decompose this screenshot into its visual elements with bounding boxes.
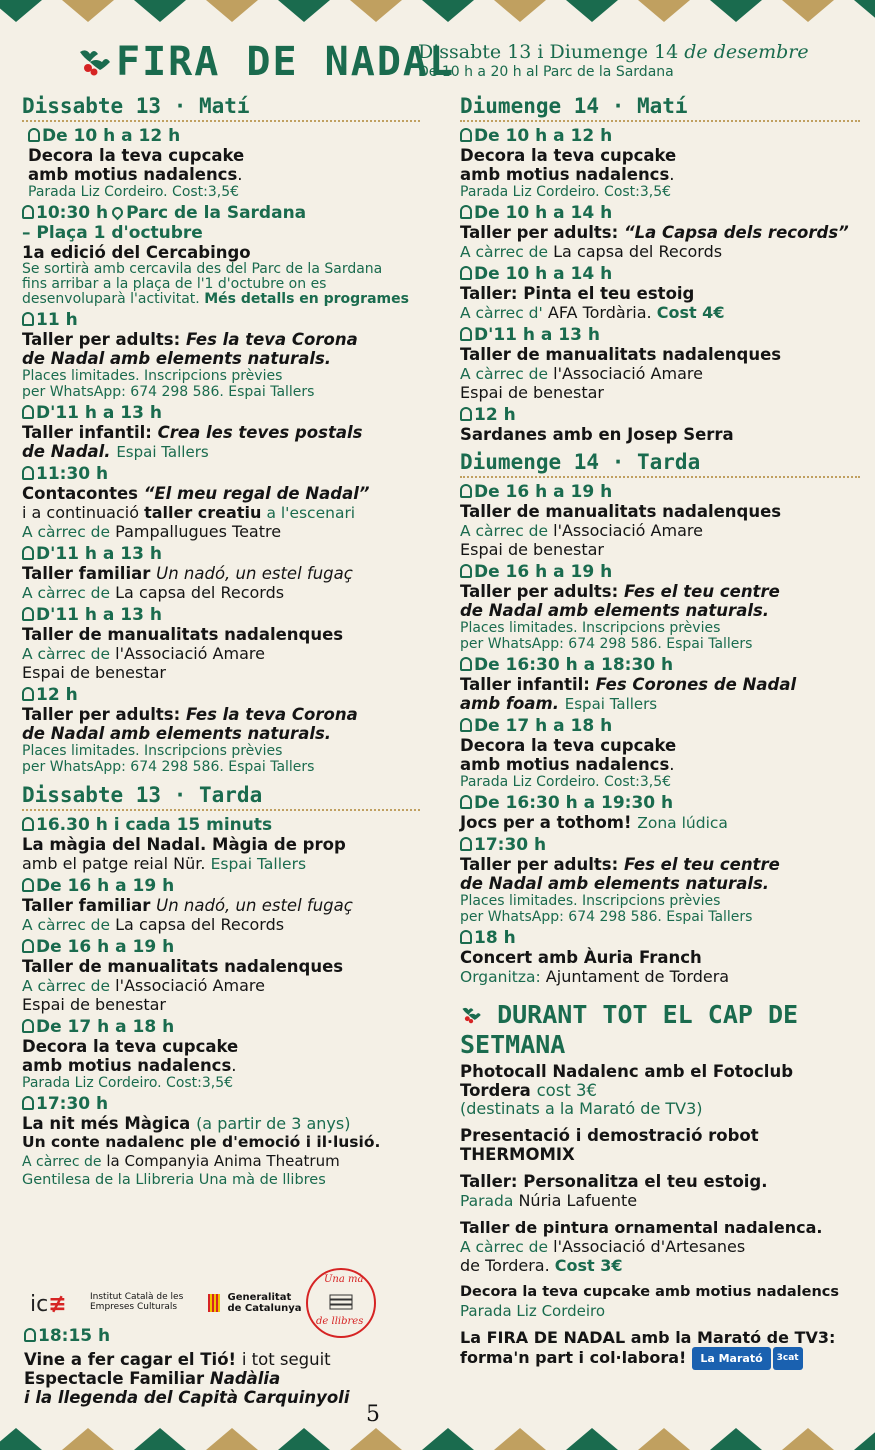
event-organizer: La capsa del Records xyxy=(553,242,723,261)
border-triangle xyxy=(566,1428,618,1450)
event-place: Espai de benestar xyxy=(460,383,604,402)
marato-subtitle: forma'n part i col·labora! xyxy=(460,1348,687,1367)
event-time: D'11 h a 13 h xyxy=(36,544,162,564)
left-column xyxy=(22,94,420,1192)
marato-callout xyxy=(460,1328,860,1370)
generalitat-logo xyxy=(208,1292,301,1314)
event-item xyxy=(460,928,860,986)
border-triangle xyxy=(278,1428,330,1450)
event-by: A càrrec de xyxy=(460,522,549,540)
event-time: 17:30 h xyxy=(36,1094,109,1114)
event-desc: i a continuació xyxy=(22,503,139,522)
bell-icon xyxy=(22,546,34,560)
border-triangle xyxy=(0,1428,42,1450)
event-subtitle: Nadàlia xyxy=(209,1369,281,1388)
border-triangle xyxy=(494,1428,546,1450)
event-desc-bold: taller creatiu xyxy=(144,503,262,522)
event-place: Espai de benestar xyxy=(22,995,166,1014)
event-by: A càrrec de xyxy=(460,365,549,383)
event-item xyxy=(22,544,420,602)
event-info: Parada Liz Cordeiro. Cost:3,5€ xyxy=(460,184,672,200)
event-desc: i tot seguit xyxy=(241,1350,331,1369)
event-organizer: La capsa del Records xyxy=(115,583,285,602)
event-time: 18 h xyxy=(474,928,516,948)
border-triangle xyxy=(782,1428,834,1450)
event-item xyxy=(22,403,420,461)
marato-title: La FIRA DE NADAL amb la Marató de TV3: xyxy=(460,1328,836,1347)
event-organizer: La capsa del Records xyxy=(115,915,285,934)
generalitat-name-2: de Catalunya xyxy=(227,1303,302,1314)
border-triangle xyxy=(422,0,474,22)
weekend-item-organizer: l'Associació d'Artesanes xyxy=(553,1237,746,1256)
event-time: D'11 h a 13 h xyxy=(36,605,162,625)
event-time: 18:15 h xyxy=(38,1326,111,1346)
event-item xyxy=(460,203,860,261)
event-time: 12 h xyxy=(474,405,516,425)
stamp-text-2: de llibres xyxy=(316,1316,364,1327)
event-title: Taller per adults: xyxy=(22,330,181,349)
weekend-item xyxy=(460,1283,860,1320)
event-item xyxy=(22,876,420,934)
event-title-2: amb motius nadalencs xyxy=(460,165,670,184)
event-item xyxy=(22,310,420,400)
event-time: D'11 h a 13 h xyxy=(474,325,600,345)
event-title: Taller: Pinta el teu estoig xyxy=(460,284,695,303)
weekend-item-by: Parada xyxy=(460,1192,514,1210)
weekend-item-cost: Cost 3€ xyxy=(554,1256,623,1275)
holly-icon xyxy=(76,44,112,80)
event-organizer: Ajuntament de Tordera xyxy=(545,967,730,986)
page-header xyxy=(76,38,866,88)
event-title: Decora la teva cupcake xyxy=(28,146,245,165)
bell-icon xyxy=(22,878,34,892)
event-title-tail: . xyxy=(237,165,243,184)
event-title: Decora la teva cupcake xyxy=(22,1037,239,1056)
event-item xyxy=(22,126,420,200)
generalitat-name-1: Generalitat xyxy=(227,1292,292,1303)
event-time: De 17 h a 18 h xyxy=(36,1017,175,1037)
event-subtitle: “El meu regal de Nadal” xyxy=(143,484,370,503)
bell-icon xyxy=(460,484,472,498)
event-title-tail: . xyxy=(669,755,675,774)
event-time: De 16 h a 19 h xyxy=(36,937,175,957)
border-triangle xyxy=(494,0,546,22)
event-item xyxy=(22,815,420,873)
event-info-2: per WhatsApp: 674 298 586. Espai Tallers xyxy=(22,384,315,400)
event-item xyxy=(460,716,860,790)
section-sunday-morning: Diumenge 14 · Matí xyxy=(460,94,860,122)
section-saturday-afternoon: Dissabte 13 · Tarda xyxy=(22,783,420,811)
bell-icon xyxy=(460,205,472,219)
event-subtitle: Fes el teu centre xyxy=(623,582,780,601)
event-item xyxy=(460,562,860,652)
books-icon xyxy=(328,1292,354,1312)
weekend-item-organizer-2: de Tordera. xyxy=(460,1256,550,1275)
event-subtitle: Un nadó, un estel fugaç xyxy=(156,564,353,583)
event-item xyxy=(460,264,860,322)
weekend-item xyxy=(460,1062,860,1118)
icec-logo-mark: ic xyxy=(30,1292,49,1317)
event-item xyxy=(22,605,420,682)
event-desc-1: Se sortirà amb cercavila des del Parc de la Sardana xyxy=(22,261,383,277)
event-item xyxy=(22,937,420,1014)
event-desc: amb el patge reial Nür. xyxy=(22,854,206,873)
event-title: Contacontes xyxy=(22,484,138,503)
weekend-section xyxy=(460,1000,860,1370)
date-italic: de desembre xyxy=(684,41,809,63)
event-by: A càrrec de xyxy=(22,523,111,541)
event-time: 12 h xyxy=(36,685,78,705)
event-item xyxy=(22,685,420,775)
event-age: (a partir de 3 anys) xyxy=(196,1114,351,1133)
event-title-2: Espectacle Familiar xyxy=(24,1369,205,1388)
border-triangle xyxy=(134,0,186,22)
border-triangle xyxy=(278,0,330,22)
event-title: Taller de manualitats nadalenques xyxy=(460,502,782,521)
event-by: A càrrec de xyxy=(22,916,111,934)
border-triangle xyxy=(62,0,114,22)
border-triangle xyxy=(62,1428,114,1450)
event-title: Concert amb Àuria Franch xyxy=(460,948,702,967)
event-time: D'11 h a 13 h xyxy=(36,403,162,423)
bell-icon xyxy=(460,930,472,944)
right-column xyxy=(460,94,860,1370)
event-info: Parada Liz Cordeiro. Cost:3,5€ xyxy=(28,184,240,200)
weekend-item-title: Decora la teva cupcake amb motius nadalencs xyxy=(460,1284,839,1300)
bell-icon xyxy=(460,327,472,341)
event-subtitle-2: de Nadal amb elements naturals. xyxy=(460,874,770,893)
event-title: Vine a fer cagar el Tió! xyxy=(24,1350,237,1369)
event-time: 16.30 h i cada 15 minuts xyxy=(36,815,273,835)
event-title-2: amb motius nadalencs xyxy=(460,755,670,774)
event-time: De 16:30 h a 19:30 h xyxy=(474,793,674,813)
section-sunday-afternoon: Diumenge 14 · Tarda xyxy=(460,450,860,478)
icec-logo: ic≢ xyxy=(30,1292,67,1317)
event-time: 17:30 h xyxy=(474,835,547,855)
weekend-item-title: Taller de pintura ornamental nadalenca. xyxy=(460,1218,823,1237)
event-time: De 16 h a 19 h xyxy=(474,562,613,582)
event-title-tail: . xyxy=(669,165,675,184)
event-info: Places limitades. Inscripcions prèvies xyxy=(460,620,721,636)
event-item xyxy=(460,405,860,444)
event-item xyxy=(460,325,860,402)
bell-icon xyxy=(460,795,472,809)
bell-icon xyxy=(22,1096,34,1110)
border-triangle xyxy=(134,1428,186,1450)
bell-icon xyxy=(28,128,40,142)
event-desc-more: Més detalls en programes xyxy=(204,291,409,307)
event-organizer: l'Associació Amare xyxy=(115,976,265,995)
bell-icon xyxy=(22,312,34,326)
event-organizer: l'Associació Amare xyxy=(115,644,265,663)
event-subtitle-2: de Nadal. xyxy=(22,442,111,461)
event-courtesy: Gentilesa de la Llibreria Una mà de llibres xyxy=(22,1172,326,1188)
event-subtitle: Fes el teu centre xyxy=(623,855,780,874)
event-title: Taller infantil: xyxy=(460,675,590,694)
event-info: Zona lúdica xyxy=(637,814,728,832)
event-item xyxy=(22,203,420,307)
border-triangle xyxy=(782,0,834,22)
event-time: De 10 h a 14 h xyxy=(474,264,613,284)
event-by: Organitza: xyxy=(460,968,541,986)
border-triangle xyxy=(206,0,258,22)
event-subtitle-2: i la llegenda del Capità Carquinyoli xyxy=(24,1388,350,1407)
border-triangle xyxy=(566,0,618,22)
event-info: Espai Tallers xyxy=(116,443,209,461)
event-title-2: amb motius nadalencs xyxy=(28,165,238,184)
event-time: De 10 h a 12 h xyxy=(42,126,181,146)
event-title: Sardanes amb en Josep Serra xyxy=(460,425,734,444)
event-item xyxy=(24,1326,424,1407)
event-subtitle: Fes la teva Corona xyxy=(185,705,358,724)
weekend-item-title-2: THERMOMIX xyxy=(460,1145,575,1164)
bottom-triangle-border xyxy=(0,1420,875,1450)
bell-icon xyxy=(22,607,34,621)
event-time: 11:30 h xyxy=(36,464,109,484)
event-place: Parc de la Sardana xyxy=(126,203,307,223)
event-title: Taller familiar xyxy=(22,896,151,915)
event-item xyxy=(22,1094,420,1189)
border-triangle xyxy=(854,0,875,22)
event-by: A càrrec de xyxy=(22,645,111,663)
event-info: Places limitades. Inscripcions prèvies xyxy=(460,893,721,909)
event-desc-3: desenvoluparà l'activitat. xyxy=(22,291,200,307)
border-triangle xyxy=(350,0,402,22)
bell-icon xyxy=(460,564,472,578)
event-info: Espai Tallers xyxy=(564,695,658,713)
page-number: 5 xyxy=(366,1402,380,1427)
event-title: Taller per adults: xyxy=(22,705,181,724)
tv3-logo: 3cat xyxy=(773,1347,803,1370)
event-cost: Cost 4€ xyxy=(656,303,725,322)
bell-icon xyxy=(460,837,472,851)
fair-hours: De 10 h a 20 h al Parc de la Sardana xyxy=(418,64,674,80)
event-info-2: per WhatsApp: 674 298 586. Espai Tallers xyxy=(460,636,753,652)
event-subtitle: “La Capsa dels records” xyxy=(623,223,849,242)
event-title: Decora la teva cupcake xyxy=(460,736,677,755)
event-title: Taller de manualitats nadalenques xyxy=(460,345,782,364)
weekend-item-title: Presentació i demostració robot xyxy=(460,1126,759,1145)
bell-icon xyxy=(22,205,34,219)
event-time: De 17 h a 18 h xyxy=(474,716,613,736)
border-triangle xyxy=(638,0,690,22)
weekend-item xyxy=(460,1126,860,1164)
weekend-item-by: A càrrec de xyxy=(460,1238,549,1256)
event-title: Taller infantil: xyxy=(22,423,152,442)
weekend-item xyxy=(460,1218,860,1275)
event-title: Taller per adults: xyxy=(460,223,619,242)
bell-icon xyxy=(460,718,472,732)
border-triangle xyxy=(638,1428,690,1450)
event-item xyxy=(22,464,420,541)
event-time: De 10 h a 14 h xyxy=(474,203,613,223)
border-triangle xyxy=(710,0,762,22)
event-place-2: – Plaça 1 d'octubre xyxy=(22,223,203,243)
event-item xyxy=(460,482,860,559)
event-item xyxy=(460,655,860,713)
event-subtitle-2: de Nadal amb elements naturals. xyxy=(22,349,332,368)
event-title: Decora la teva cupcake xyxy=(460,146,677,165)
event-organizer: AFA Tordària. xyxy=(547,303,652,322)
marato-logo: La Marató xyxy=(692,1347,770,1370)
event-title: Taller de manualitats nadalenques xyxy=(22,625,344,644)
weekend-item xyxy=(460,1172,860,1210)
weekend-item-title: Photocall Nadalenc amb el Fotoclub xyxy=(460,1062,794,1081)
event-time: De 16:30 h a 18:30 h xyxy=(474,655,674,675)
event-title: Taller de manualitats nadalenques xyxy=(22,957,344,976)
event-place: Espai de benestar xyxy=(22,663,166,682)
weekend-item-organizer: Núria Lafuente xyxy=(518,1191,638,1210)
event-item xyxy=(460,835,860,925)
event-organizer: Pampallugues Teatre xyxy=(115,522,282,541)
event-subtitle: Un nadó, un estel fugaç xyxy=(156,896,353,915)
bell-icon xyxy=(460,657,472,671)
event-time: De 10 h a 12 h xyxy=(474,126,613,146)
border-triangle xyxy=(854,1428,875,1450)
event-subtitle-2: de Nadal amb elements naturals. xyxy=(460,601,770,620)
bell-icon xyxy=(22,405,34,419)
bell-icon xyxy=(22,817,34,831)
event-time: De 16 h a 19 h xyxy=(474,482,613,502)
event-organizer: la Companyia Anima Theatrum xyxy=(106,1152,340,1170)
sponsor-logos xyxy=(30,1268,380,1328)
generalitat-flag-icon xyxy=(208,1294,220,1312)
event-title: La nit més Màgica xyxy=(22,1114,191,1133)
event-subtitle: Fes Corones de Nadal xyxy=(595,675,797,694)
event-info: Places limitades. Inscripcions prèvies xyxy=(22,368,283,384)
bell-icon xyxy=(22,939,34,953)
event-subtitle: Fes la teva Corona xyxy=(185,330,358,349)
weekend-item-title-2: Tordera xyxy=(460,1081,531,1100)
event-organizer: l'Associació Amare xyxy=(553,364,703,383)
event-time: 11 h xyxy=(36,310,78,330)
event-info: Parada Liz Cordeiro. Cost:3,5€ xyxy=(22,1075,234,1091)
date-plain: Dissabte 13 i Diumenge 14 xyxy=(418,41,685,63)
bell-icon xyxy=(22,466,34,480)
border-triangle xyxy=(206,1428,258,1450)
event-by: A càrrec de xyxy=(22,584,111,602)
border-triangle xyxy=(0,0,42,22)
event-subtitle-2: amb foam. xyxy=(460,694,559,713)
border-triangle xyxy=(350,1428,402,1450)
event-by: A càrrec de xyxy=(460,243,549,261)
event-info-2: per WhatsApp: 674 298 586. Espai Tallers xyxy=(460,909,753,925)
fair-title: FIRA DE NADAL xyxy=(116,39,456,85)
icec-name-2: Empreses Culturals xyxy=(90,1302,178,1312)
holly-icon xyxy=(460,1004,482,1026)
event-by: A càrrec d' xyxy=(460,304,543,322)
event-time: De 16 h a 19 h xyxy=(36,876,175,896)
event-title: Taller per adults: xyxy=(460,855,619,874)
event-title: Jocs per a tothom! xyxy=(460,813,632,832)
event-info-2: per WhatsApp: 674 298 586. Espai Tallers xyxy=(22,759,315,775)
event-by: A càrrec de xyxy=(22,977,111,995)
location-pin-icon xyxy=(110,205,126,221)
event-title: Taller familiar xyxy=(22,564,151,583)
weekend-item-info: Parada Liz Cordeiro xyxy=(460,1302,606,1320)
bell-icon xyxy=(22,687,34,701)
border-triangle xyxy=(710,1428,762,1450)
event-time: 10:30 h xyxy=(36,203,109,223)
weekend-item-title: Taller: Personalitza el teu estoig. xyxy=(460,1172,768,1191)
stamp-text-1: Una mà xyxy=(324,1274,364,1285)
event-item xyxy=(22,1017,420,1091)
section-saturday-morning: Dissabte 13 · Matí xyxy=(22,94,420,122)
event-subtitle: Crea les teves postals xyxy=(157,423,363,442)
event-item xyxy=(460,126,860,200)
event-title: Taller per adults: xyxy=(460,582,619,601)
border-triangle xyxy=(422,1428,474,1450)
weekend-item-note: (destinats a la Marató de TV3) xyxy=(460,1099,703,1118)
event-title-tail: . xyxy=(231,1056,237,1075)
event-desc: Un conte nadalenc ple d'emoció i il·lusió. xyxy=(22,1133,381,1151)
bell-icon xyxy=(460,128,472,142)
icec-name-1: Institut Català de les xyxy=(90,1292,184,1302)
top-triangle-border xyxy=(0,0,875,30)
event-title: La màgia del Nadal. Màgia de prop xyxy=(22,835,346,854)
weekend-title: DURANT TOT EL CAP DE SETMANA xyxy=(460,1000,799,1059)
bell-icon xyxy=(22,1019,34,1033)
event-title-2: amb motius nadalencs xyxy=(22,1056,232,1075)
bell-icon xyxy=(24,1328,36,1342)
bell-icon xyxy=(460,266,472,280)
event-item xyxy=(460,793,860,832)
fair-dates xyxy=(418,42,809,82)
event-desc-place: a l'escenari xyxy=(266,504,356,522)
event-title: 1a edició del Cercabingo xyxy=(22,243,251,262)
event-place: Espai de benestar xyxy=(460,540,604,559)
event-desc-2: fins arribar a la plaça de l'1 d'octubre on es xyxy=(22,276,327,292)
weekend-item-cost: cost 3€ xyxy=(536,1081,598,1100)
event-by: A càrrec de xyxy=(22,1154,102,1170)
event-info: Parada Liz Cordeiro. Cost:3,5€ xyxy=(460,774,672,790)
event-subtitle-2: de Nadal amb elements naturals. xyxy=(22,724,332,743)
event-info: Espai Tallers xyxy=(210,855,307,873)
event-info: Places limitades. Inscripcions prèvies xyxy=(22,743,283,759)
event-organizer: l'Associació Amare xyxy=(553,521,703,540)
bell-icon xyxy=(460,407,472,421)
